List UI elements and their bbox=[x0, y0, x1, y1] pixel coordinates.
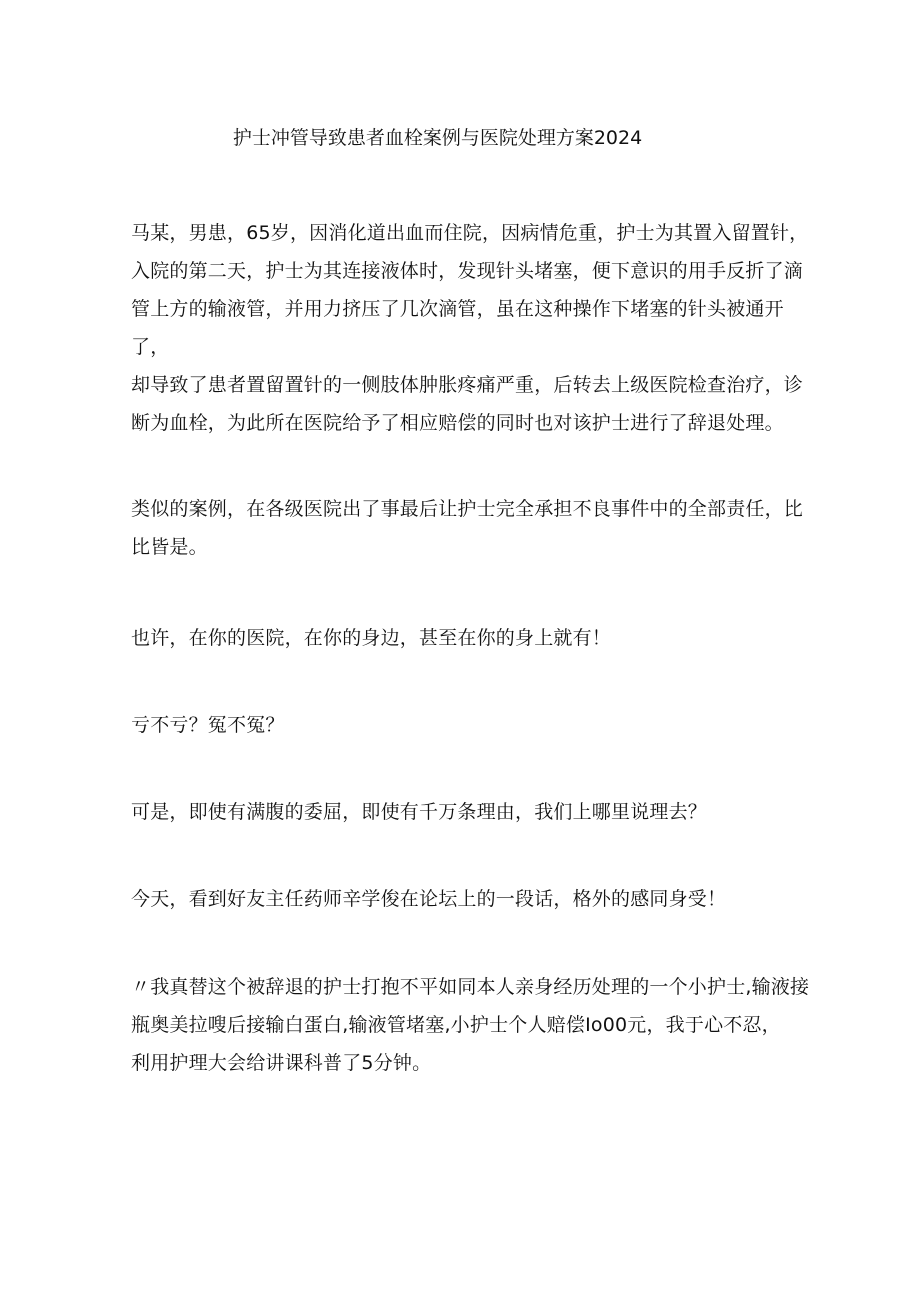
paragraph-today: 今天，看到好友主任药师辛学俊在论坛上的一段话，格外的感同身受！ bbox=[131, 888, 727, 910]
paragraph-question: 亏不亏？冤不冤？ bbox=[131, 714, 285, 736]
paragraph-grievance: 可是，即使有满腹的委屈，即使有千万条理由，我们上哪里说理去？ bbox=[131, 801, 708, 823]
paragraph-similar-cases: 类似的案例，在各级医院出了事最后让护士完全承担不良事件中的全部责任，比 比皆是。 bbox=[131, 498, 804, 558]
paragraph-case-description: 马某，男患，65岁，因消化道出血而住院，因病情危重，护士为其置入留置针， 入院的第二天，护士为其连接液体时，发现针头堵塞，便下意识的用手反折了滴 管上方的输液管，并用力挤压了几次滴管，虽在这种操作下堵塞的针头被通开了， 却导致了患者置留置针的一侧肢体肿胀疼痛严重，后转去上级医院检查治疗，诊 断为血栓，为此所在医院给予了相应赔偿的同时也对该护士进行了辞退处理。 bbox=[131, 222, 809, 434]
paragraph-maybe-near-you: 也许，在你的医院，在你的身边，甚至在你的身上就有！ bbox=[131, 627, 612, 649]
document-title: 护士冲管导致患者血栓案例与医院处理方案2024 bbox=[232, 127, 643, 149]
document-body bbox=[131, 214, 821, 1082]
paragraph-quote: 〃我真替这个被辞退的护士打抱不平如同本人亲身经历处理的一个小护士,输液接 瓶奥美拉嗖后接输白蛋白,输液管堵塞,小护士个人赔偿Io00元，我于心不忍， 利用护理大会给讲课科普了5分钟。 bbox=[131, 976, 810, 1074]
